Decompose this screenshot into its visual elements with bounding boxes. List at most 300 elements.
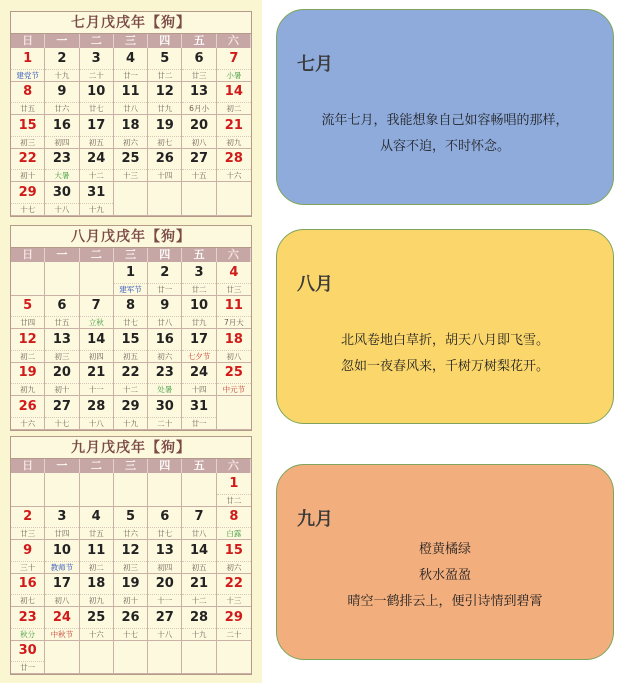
lunar-date: 十四: [182, 383, 215, 395]
day-cell: [11, 363, 45, 397]
day-number: 20: [52, 365, 71, 381]
day-number: 22: [18, 151, 37, 167]
weekday-header: 五: [182, 248, 216, 262]
day-number: 11: [87, 542, 106, 558]
day-number: 15: [121, 331, 140, 347]
day-cell: [11, 396, 45, 430]
day-number: 6: [57, 298, 67, 314]
day-number: 11: [224, 298, 243, 314]
lunar-date: 秋分: [11, 628, 44, 640]
day-number: [45, 641, 78, 662]
day-cell: [217, 574, 251, 608]
lunar-date: [182, 494, 215, 506]
lunar-date: [182, 203, 215, 215]
day-number: 15: [18, 117, 37, 133]
lunar-date: 初二: [80, 561, 113, 573]
day-number: 13: [155, 542, 174, 558]
day-number: 28: [87, 398, 106, 414]
day-number: 9: [23, 542, 33, 558]
empty-cell: [217, 396, 251, 430]
day-number: [80, 641, 113, 662]
day-number: 5: [125, 509, 136, 525]
weekday-header: 六: [217, 459, 251, 473]
lunar-date: 十四: [148, 169, 181, 181]
day-cell: [80, 82, 114, 116]
empty-cell: [11, 473, 45, 507]
card-title: 九月: [297, 509, 333, 530]
day-cell: [80, 296, 114, 330]
day-number: 3: [194, 264, 204, 280]
day-number: 12: [155, 84, 174, 100]
weekday-header: 一: [45, 248, 79, 262]
empty-cell: [80, 262, 114, 296]
day-number: 16: [155, 331, 174, 347]
lunar-date: 十八: [45, 203, 78, 215]
card-line: 忽如一夜春风来，千树万树梨花开。: [340, 359, 549, 374]
empty-cell: [148, 182, 182, 216]
day-number: [45, 473, 78, 494]
day-number: 23: [52, 151, 71, 167]
lunar-date: 十九: [114, 417, 147, 429]
day-number: 21: [224, 117, 243, 133]
lunar-date: 二十: [217, 628, 251, 640]
day-cell: [148, 82, 182, 116]
day-number: 15: [224, 542, 243, 558]
day-cell: [217, 540, 251, 574]
lunar-date: 中秋节: [45, 628, 78, 640]
calendar-september: [10, 436, 252, 675]
day-number: 5: [23, 298, 33, 314]
lunar-date: 廿七: [80, 102, 113, 114]
lunar-date: 廿六: [114, 527, 147, 539]
day-number: [182, 473, 215, 494]
weekday-header: 一: [45, 34, 79, 48]
day-number: 3: [91, 50, 101, 66]
day-number: 14: [87, 331, 106, 347]
empty-cell: [80, 473, 114, 507]
card-line: 橙黄橘绿: [418, 542, 471, 557]
day-number: 19: [121, 576, 140, 592]
lunar-date: 处暑: [148, 383, 181, 395]
day-number: 10: [52, 542, 71, 558]
day-number: [114, 182, 147, 203]
day-cell: [11, 641, 45, 675]
day-cell: [114, 607, 148, 641]
lunar-date: 廿二: [182, 283, 215, 295]
day-number: 1: [229, 475, 239, 491]
day-number: [114, 473, 147, 494]
day-number: [182, 182, 215, 203]
day-number: 14: [224, 84, 243, 100]
calendar-july: [10, 11, 252, 217]
day-cell: [148, 363, 182, 397]
day-number: 9: [57, 84, 67, 100]
day-cell: [80, 507, 114, 541]
day-cell: [182, 574, 216, 608]
lunar-date: 初七: [11, 594, 44, 606]
lunar-date: 廿四: [11, 316, 44, 328]
day-cell: [217, 115, 251, 149]
day-number: 31: [87, 184, 106, 200]
day-cell: [45, 149, 79, 183]
day-number: 19: [155, 117, 174, 133]
lunar-date: 二十: [148, 417, 181, 429]
day-cell: [80, 540, 114, 574]
day-cell: [148, 607, 182, 641]
lunar-date: 廿五: [11, 102, 44, 114]
day-cell: [182, 507, 216, 541]
lunar-date: 十七: [45, 417, 78, 429]
day-number: 16: [52, 117, 71, 133]
lunar-date: [182, 661, 215, 673]
day-cell: [182, 363, 216, 397]
lunar-date: 廿九: [182, 316, 215, 328]
day-cell: [45, 48, 79, 82]
day-number: 16: [18, 576, 37, 592]
lunar-date: 初八: [45, 594, 78, 606]
lunar-date: [148, 203, 181, 215]
lunar-date: 7月大: [217, 316, 251, 328]
day-number: 24: [52, 609, 71, 625]
lunar-date: 初四: [148, 561, 181, 573]
lunar-date: 十六: [217, 169, 251, 181]
lunar-date: 十二: [114, 383, 147, 395]
day-cell: [45, 363, 79, 397]
day-number: 12: [18, 331, 37, 347]
day-cell: [45, 540, 79, 574]
lunar-date: 廿一: [148, 283, 181, 295]
lunar-date: 廿一: [114, 69, 147, 81]
day-cell: [11, 329, 45, 363]
card-line: 秋水盈盈: [418, 568, 471, 583]
day-number: 23: [155, 365, 174, 381]
calendar-title: 七月戊戌年【狗】: [11, 12, 251, 34]
lunar-date: 十三: [217, 594, 251, 606]
lunar-date: 三十: [11, 561, 44, 573]
empty-cell: [11, 262, 45, 296]
weekday-header: 二: [80, 248, 114, 262]
lunar-date: 十二: [80, 169, 113, 181]
lunar-date: 教师节: [45, 561, 78, 573]
lunar-date: 十七: [11, 203, 44, 215]
weekday-header: 四: [148, 248, 182, 262]
lunar-date: 廿三: [11, 527, 44, 539]
empty-cell: [114, 641, 148, 675]
weekday-header: 六: [217, 34, 251, 48]
empty-cell: [182, 473, 216, 507]
day-number: 1: [125, 264, 136, 280]
day-number: [11, 473, 44, 494]
day-number: 24: [190, 365, 209, 381]
lunar-date: 初四: [80, 350, 113, 362]
day-number: 29: [121, 398, 140, 414]
day-cell: [11, 115, 45, 149]
day-number: [182, 641, 215, 662]
weekday-header: 六: [217, 248, 251, 262]
day-number: 4: [229, 264, 239, 280]
card-title: 七月: [297, 54, 333, 75]
empty-cell: [114, 473, 148, 507]
day-number: 27: [52, 398, 71, 414]
day-cell: [11, 182, 45, 216]
empty-cell: [80, 641, 114, 675]
day-cell: [45, 396, 79, 430]
lunar-date: 十九: [80, 203, 113, 215]
lunar-date: [11, 283, 44, 295]
lunar-date: [114, 203, 147, 215]
day-number: 7: [229, 50, 239, 66]
day-number: 17: [52, 576, 71, 592]
day-number: [148, 641, 181, 662]
day-cell: [217, 473, 251, 507]
card-body: [277, 537, 613, 615]
day-number: 29: [18, 184, 37, 200]
day-number: 12: [121, 542, 140, 558]
day-cell: [182, 296, 216, 330]
lunar-date: 十三: [114, 169, 147, 181]
day-cell: [182, 607, 216, 641]
day-cell: [114, 540, 148, 574]
day-number: 17: [190, 331, 209, 347]
lunar-date: 十一: [80, 383, 113, 395]
day-cell: [182, 48, 216, 82]
day-cell: [182, 262, 216, 296]
day-cell: [217, 507, 251, 541]
day-cell: [114, 48, 148, 82]
lunar-date: 初九: [80, 594, 113, 606]
day-number: 31: [190, 398, 209, 414]
day-number: 1: [23, 50, 33, 66]
lunar-date: 廿三: [182, 69, 215, 81]
day-cell: [148, 396, 182, 430]
lunar-date: 初三: [45, 350, 78, 362]
weekday-header: 五: [182, 34, 216, 48]
day-cell: [45, 607, 79, 641]
lunar-date: 初四: [45, 136, 78, 148]
empty-cell: [148, 473, 182, 507]
day-number: 24: [87, 151, 106, 167]
empty-cell: [45, 641, 79, 675]
day-number: [217, 641, 251, 662]
day-number: 9: [160, 298, 170, 314]
card-line: 晴空一鹤排云上，便引诗情到碧霄: [347, 594, 543, 609]
day-number: 7: [91, 298, 101, 314]
day-cell: [45, 296, 79, 330]
day-cell: [114, 82, 148, 116]
day-cell: [114, 149, 148, 183]
lunar-date: 廿六: [45, 102, 78, 114]
day-number: 18: [121, 117, 140, 133]
day-number: 27: [190, 151, 209, 167]
lunar-date: 初八: [182, 136, 215, 148]
day-number: 19: [18, 365, 37, 381]
lunar-date: 初九: [11, 383, 44, 395]
day-cell: [80, 574, 114, 608]
day-cell: [182, 149, 216, 183]
lunar-date: 初十: [114, 594, 147, 606]
lunar-date: 初六: [114, 136, 147, 148]
lunar-date: 初六: [148, 350, 181, 362]
day-number: 10: [87, 84, 106, 100]
card-line: 从容不迫，不时怀念。: [379, 139, 510, 154]
day-number: 11: [121, 84, 140, 100]
lunar-date: 初五: [182, 561, 215, 573]
day-number: 7: [194, 509, 204, 525]
day-cell: [11, 507, 45, 541]
day-cell: [114, 296, 148, 330]
day-number: 18: [224, 331, 243, 347]
day-number: [217, 396, 251, 417]
lunar-date: 中元节: [217, 383, 251, 395]
weekday-header: 四: [148, 459, 182, 473]
day-number: 17: [87, 117, 106, 133]
lunar-date: 廿一: [11, 661, 44, 673]
lunar-date: [217, 417, 251, 429]
day-number: 2: [160, 264, 170, 280]
day-cell: [182, 396, 216, 430]
day-number: 22: [121, 365, 140, 381]
day-cell: [182, 540, 216, 574]
weekday-header: 三: [114, 34, 148, 48]
day-number: 28: [224, 151, 243, 167]
day-cell: [11, 296, 45, 330]
day-number: 25: [224, 365, 243, 381]
day-cell: [217, 363, 251, 397]
lunar-date: 十八: [80, 417, 113, 429]
weekday-header: 日: [11, 459, 45, 473]
day-number: 30: [155, 398, 174, 414]
day-number: 2: [23, 509, 33, 525]
lunar-date: [80, 661, 113, 673]
day-cell: [114, 262, 148, 296]
weekday-header: 三: [114, 248, 148, 262]
day-cell: [80, 182, 114, 216]
day-number: [80, 473, 113, 494]
day-cell: [80, 149, 114, 183]
day-number: 26: [121, 609, 140, 625]
lunar-date: [114, 661, 147, 673]
day-cell: [148, 149, 182, 183]
lunar-date: 廿七: [148, 527, 181, 539]
day-number: 8: [125, 298, 136, 314]
day-number: 8: [229, 509, 239, 525]
card-september: [276, 464, 614, 660]
day-cell: [80, 607, 114, 641]
day-number: [11, 262, 44, 283]
lunar-date: 6月小: [182, 102, 215, 114]
card-body: [277, 108, 613, 160]
lunar-date: 白露: [217, 527, 251, 539]
lunar-date: 初八: [217, 350, 251, 362]
day-number: 30: [52, 184, 71, 200]
card-title: 八月: [297, 274, 333, 295]
empty-cell: [45, 473, 79, 507]
lunar-date: 廿一: [182, 417, 215, 429]
day-number: 5: [160, 50, 170, 66]
lunar-date: 十六: [80, 628, 113, 640]
day-cell: [148, 507, 182, 541]
weekday-header: 一: [45, 459, 79, 473]
day-number: 30: [18, 643, 37, 659]
day-cell: [182, 82, 216, 116]
day-cell: [217, 607, 251, 641]
day-number: 2: [57, 50, 67, 66]
day-number: 13: [190, 84, 209, 100]
lunar-date: 十一: [148, 594, 181, 606]
lunar-date: 初三: [114, 561, 147, 573]
lunar-date: 廿八: [114, 102, 147, 114]
lunar-date: 初十: [11, 169, 44, 181]
weekday-header: 二: [80, 34, 114, 48]
card-august: [276, 229, 614, 424]
day-cell: [45, 507, 79, 541]
calendar-title: 九月戊戌年【狗】: [11, 437, 251, 459]
day-number: 14: [190, 542, 209, 558]
weekday-header: 三: [114, 459, 148, 473]
day-cell: [80, 363, 114, 397]
lunar-date: 小暑: [217, 69, 251, 81]
day-cell: [148, 540, 182, 574]
lunar-date: 初五: [114, 350, 147, 362]
day-number: [114, 641, 147, 662]
day-cell: [217, 48, 251, 82]
day-cell: [217, 149, 251, 183]
lunar-date: [148, 661, 181, 673]
day-cell: [148, 329, 182, 363]
day-cell: [148, 296, 182, 330]
lunar-date: 廿五: [45, 316, 78, 328]
lunar-date: 十九: [45, 69, 78, 81]
empty-cell: [217, 182, 251, 216]
day-cell: [11, 149, 45, 183]
day-number: 4: [125, 50, 136, 66]
day-number: 25: [121, 151, 140, 167]
calendar-grid: [11, 459, 251, 674]
day-cell: [148, 262, 182, 296]
day-number: 26: [155, 151, 174, 167]
day-cell: [114, 115, 148, 149]
weekday-header: 日: [11, 248, 45, 262]
lunar-date: [45, 494, 78, 506]
empty-cell: [182, 641, 216, 675]
day-cell: [182, 115, 216, 149]
day-number: 26: [18, 398, 37, 414]
lunar-date: [80, 283, 113, 295]
lunar-date: 廿八: [148, 316, 181, 328]
lunar-date: 初二: [11, 350, 44, 362]
day-cell: [45, 182, 79, 216]
lunar-date: 廿九: [148, 102, 181, 114]
lunar-date: [11, 494, 44, 506]
day-number: 10: [190, 298, 209, 314]
weekday-header: 五: [182, 459, 216, 473]
lunar-date: 初五: [80, 136, 113, 148]
calendar-strip: [0, 0, 262, 683]
day-number: [148, 182, 181, 203]
day-number: 6: [160, 509, 170, 525]
day-number: 20: [155, 576, 174, 592]
empty-cell: [182, 182, 216, 216]
card-july: [276, 9, 614, 205]
lunar-date: 十七: [114, 628, 147, 640]
day-number: 8: [23, 84, 33, 100]
day-cell: [45, 115, 79, 149]
empty-cell: [114, 182, 148, 216]
calendar-grid: [11, 248, 251, 430]
day-cell: [148, 48, 182, 82]
day-number: 13: [52, 331, 71, 347]
weekday-header: 二: [80, 459, 114, 473]
